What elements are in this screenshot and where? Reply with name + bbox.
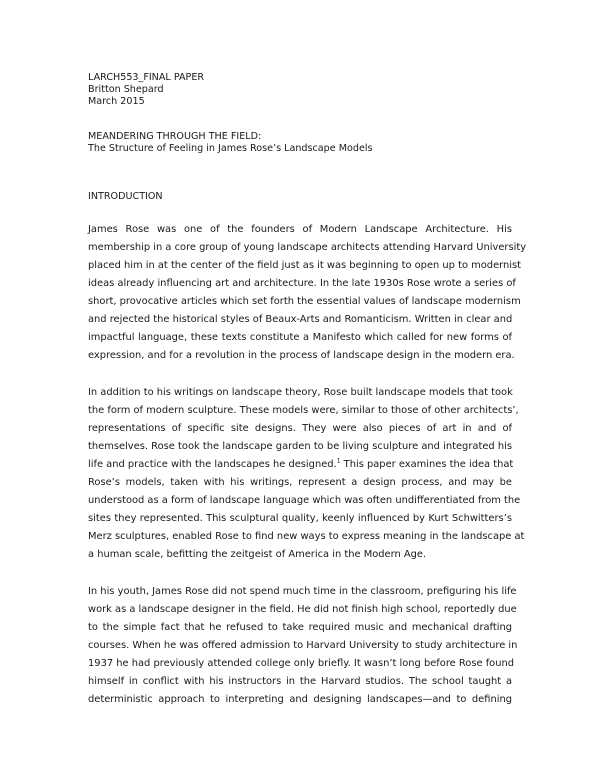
text-line: work as a landscape designer in the field. He did not finish high school, reportedly due [88, 604, 517, 615]
text-line: sites they represented. This sculptural quality, keenly influenced by Kurt Schwitters’s [88, 513, 512, 524]
section-heading: INTRODUCTION [88, 191, 163, 202]
text-line: ideas already influencing art and architecture. In the late 1930s Rose wrote a series of [88, 278, 516, 289]
text-line: In addition to his writings on landscape theory, Rose built landscape models that took [88, 387, 513, 398]
text-line: Merz sculptures, enabled Rose to find new ways to express meaning in the landscape at [88, 531, 525, 542]
paragraph-1 [88, 221, 527, 365]
text-line: James Rose was one of the founders of Modern Landscape Architecture. His [88, 224, 512, 235]
document-header [88, 72, 204, 108]
document-date: March 2015 [88, 96, 145, 107]
text-line: himself in conflict with his instructors in the Harvard studios. The school taught a [88, 676, 512, 687]
text-line: a human scale, befitting the zeitgeist of America in the Modern Age. [88, 549, 427, 560]
text-line: In his youth, James Rose did not spend much time in the classroom, prefiguring his life [88, 586, 517, 597]
paper-title: MEANDERING THROUGH THE FIELD: [88, 131, 262, 142]
paper-subtitle: The Structure of Feeling in James Rose’s Landscape Models [88, 143, 373, 154]
text-line [88, 456, 512, 474]
text-line: themselves. Rose took the landscape garden to be living sculpture and integrated his [88, 441, 512, 452]
text-line: the form of modern sculpture. These models were, similar to those of other architects’, [88, 405, 519, 416]
text-line: membership in a core group of young landscape architects attending Harvard University [88, 242, 527, 253]
text-line: short, provocative articles which set forth the essential values of landscape modernism [88, 296, 521, 307]
footnote-marker[interactable]: 1 [336, 457, 341, 465]
paragraph-3 [88, 583, 518, 709]
text-line: placed him in at the center of the field just as it was beginning to open up to modernist [88, 260, 522, 271]
document-body [88, 221, 527, 728]
text-line: Rose’s models, taken with his writings, represent a design process, and may be [88, 477, 512, 488]
paper-title-block [88, 131, 373, 155]
paragraph-2 [88, 384, 525, 564]
text-line: representations of specific site designs. They were also pieces of art in and of [88, 423, 512, 434]
text-line: courses. When he was offered admission to Harvard University to study architecture in [88, 640, 518, 651]
text-line: 1937 he had previously attended college only briefly. It wasn’t long before Rose found [88, 658, 515, 669]
text-fragment: life and practice with the landscapes he designed. [88, 459, 337, 470]
text-line: and rejected the historical styles of Beaux-Arts and Romanticism. Written in clear and [88, 314, 513, 325]
course-code: LARCH553_FINAL PAPER [88, 72, 205, 83]
text-line: understood as a form of landscape language which was often undifferentiated from the [88, 495, 521, 506]
text-line: impactful language, these texts constitute a Manifesto which called for new forms of [88, 332, 512, 343]
text-fragment: This paper examines the idea that [340, 459, 514, 470]
text-line: expression, and for a revolution in the process of landscape design in the modern era. [88, 350, 515, 361]
text-line: deterministic approach to interpreting and designing landscapes—and to defining [88, 694, 512, 705]
text-line: to the simple fact that he refused to take required music and mechanical drafting [88, 622, 512, 633]
author-name: Britton Shepard [88, 84, 164, 95]
